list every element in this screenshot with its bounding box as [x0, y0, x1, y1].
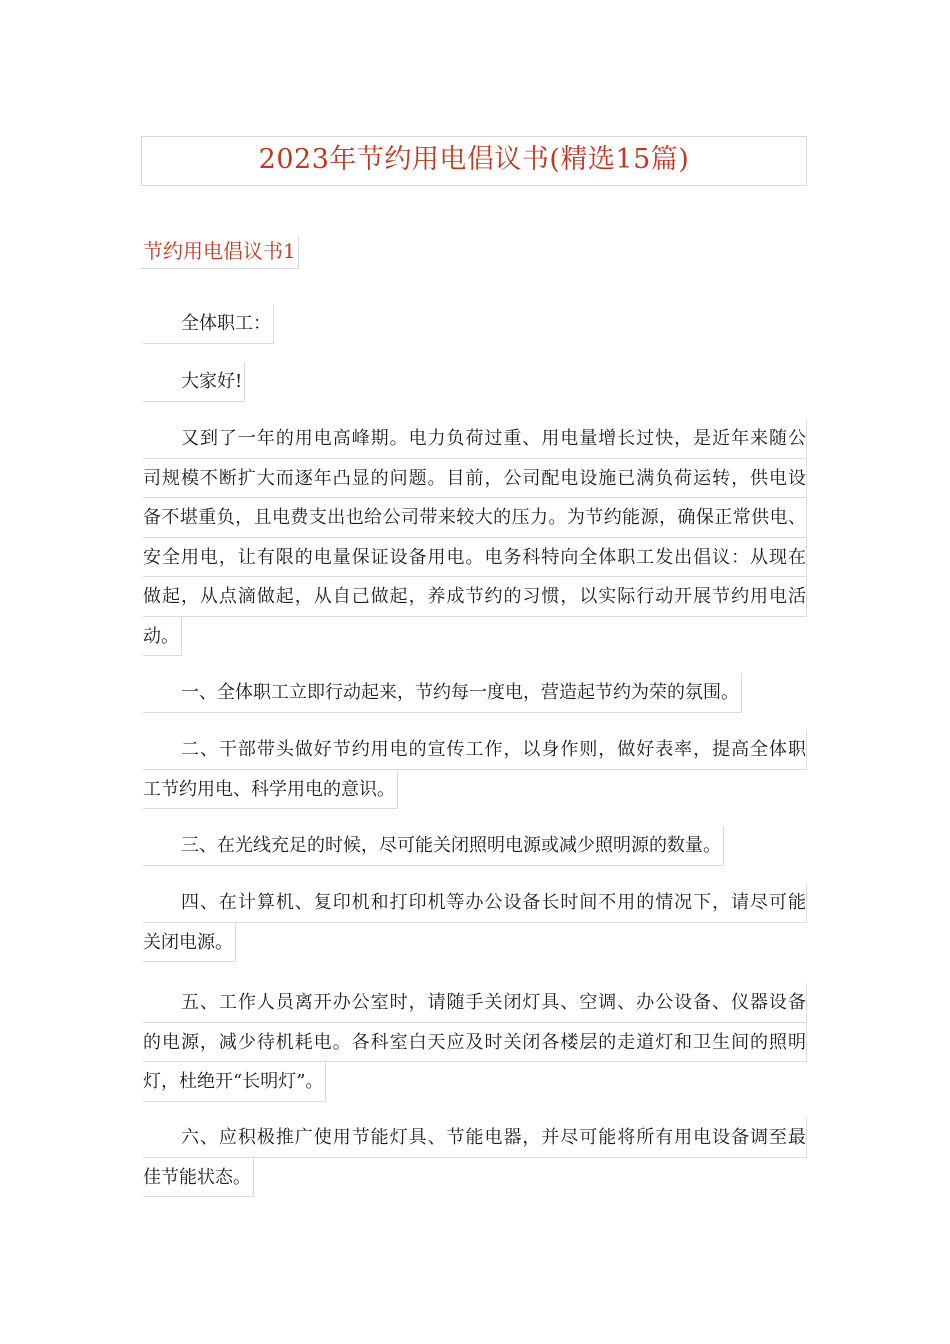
paragraph [143, 673, 807, 713]
paragraph [143, 419, 807, 656]
paragraph-line: 佳节能状态。 [143, 1158, 254, 1198]
paragraph-line: 工节约用电、科学用电的意识。 [143, 770, 398, 810]
paragraph-line: 一、全体职工立即行动起来，节约每一度电，营造起节约为荣的氛围。 [143, 673, 742, 713]
paragraph-line: 又到了一年的用电高峰期。电力负荷过重、用电量增长过快，是近年来随公 [143, 419, 807, 459]
paragraph-line: 做起，从点滴做起，从自己做起，养成节约的习惯，以实际行动开展节约用电活 [143, 577, 807, 617]
paragraph-line: 三、在光线充足的时候，尽可能关闭照明电源或减少照明源的数量。 [143, 826, 724, 866]
paragraph-line: 四、在计算机、复印机和打印机等办公设备长时间不用的情况下，请尽可能 [143, 883, 807, 923]
paragraph-line: 司规模不断扩大而逐年凸显的问题。目前，公司配电设施已满负荷运转，供电设 [143, 459, 807, 499]
document-title: 2023年节约用电倡议书(精选15篇) [141, 136, 807, 186]
section-heading: 节约用电倡议书1 [141, 236, 299, 269]
paragraph [143, 730, 807, 809]
paragraph-line: 灯，杜绝开“长明灯”。 [143, 1062, 326, 1102]
paragraph-line: 大家好! [143, 362, 245, 402]
paragraph-line: 全体职工： [143, 304, 274, 344]
paragraph-line: 二、干部带头做好节约用电的宣传工作，以身作则，做好表率，提高全体职 [143, 730, 807, 770]
paragraph-line: 的电源，减少待机耗电。各科室白天应及时关闭各楼层的走道灯和卫生间的照明 [143, 1023, 807, 1063]
paragraph [143, 304, 807, 344]
paragraph [143, 983, 807, 1102]
paragraph-line: 动。 [143, 617, 182, 657]
paragraph [143, 883, 807, 962]
paragraph-line: 备不堪重负，且电费支出也给公司带来较大的压力。为节约能源，确保正常供电、 [143, 498, 807, 538]
paragraph [143, 362, 807, 402]
paragraph-line: 五、工作人员离开办公室时，请随手关闭灯具、空调、办公设备、仪器设备 [143, 983, 807, 1023]
paragraph-line: 关闭电源。 [143, 923, 236, 963]
paragraph-line: 安全用电，让有限的电量保证设备用电。电务科特向全体职工发出倡议：从现在 [143, 538, 807, 578]
paragraph [143, 826, 807, 866]
paragraph-line: 六、应积极推广使用节能灯具、节能电器，并尽可能将所有用电设备调至最 [143, 1118, 807, 1158]
paragraph [143, 1118, 807, 1197]
